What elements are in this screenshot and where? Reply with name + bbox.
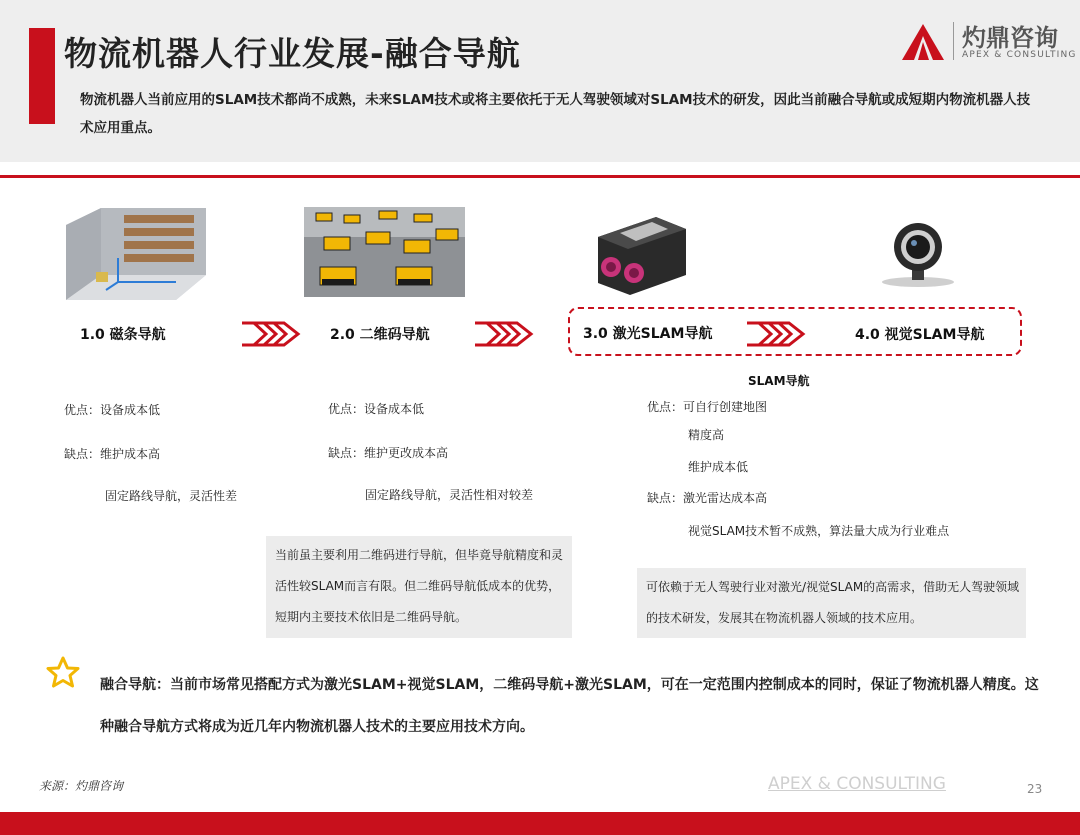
fusion-summary: 融合导航：当前市场常见搭配方式为激光SLAM+视觉SLAM，二维码导航+激光SLAM，可在一定范围内控制成本的同时，保证了物流机器人精度。这种融合导航方式将成为近几年内物流机器人技术的主要应用技术方向。	[100, 677, 1039, 735]
magnetic-warehouse-image	[56, 200, 211, 302]
footer-bar	[0, 812, 1080, 835]
camera-image	[880, 222, 960, 288]
col3-pro-detail-2: 维护成本低	[688, 460, 749, 474]
col3-con-detail: 视觉SLAM技术暂不成熟，算法量大成为行业难点	[688, 524, 950, 538]
footer-brand: APEX & CONSULTING	[768, 774, 946, 794]
source-note: 来源：灼鼎咨询	[39, 779, 124, 793]
col2-pro: 优点：设备成本低	[328, 402, 425, 416]
page-number: 23	[1027, 782, 1043, 796]
col2-con-detail: 固定路线导航，灵活性相对较差	[365, 488, 534, 502]
page-title: 物流机器人行业发展-融合导航	[64, 34, 521, 73]
logo-text: 灼鼎咨询	[962, 24, 1058, 52]
col1-pro: 优点：设备成本低	[64, 403, 161, 417]
header-rule	[0, 175, 1080, 178]
stage-laser-slam: 3.0 激光SLAM导航	[583, 326, 713, 342]
col1-con-detail: 固定路线导航，灵活性差	[105, 489, 238, 503]
col3-pro-detail-1: 精度高	[688, 428, 725, 442]
stage-magnetic: 1.0 磁条导航	[80, 327, 166, 343]
qr-code-robots-image	[304, 207, 465, 297]
slam-group-label: SLAM导航	[748, 374, 810, 388]
col2-con: 缺点：维护更改成本高	[328, 446, 449, 460]
logo-divider	[953, 22, 954, 60]
stage-qr-code: 2.0 二维码导航	[330, 327, 430, 343]
col2-note: 当前虽主要利用二维码进行导航，但毕竟导航精度和灵活性较SLAM而言有限。但二维码导航低成本的优势，短期内主要技术依旧是二维码导航。	[266, 536, 572, 638]
arrow-right-icon	[745, 320, 807, 348]
arrow-right-icon	[240, 320, 302, 348]
page-subtitle: 物流机器人当前应用的SLAM技术都尚不成熟，未来SLAM技术或将主要依托于无人驾驶领域对SLAM技术的研发，因此当前融合导航或成短期内物流机器人技术应用重点。	[80, 92, 1031, 136]
col3-pro: 优点：可自行创建地图	[647, 400, 768, 414]
arrow-right-icon	[473, 320, 535, 348]
title-accent-bar	[29, 28, 55, 124]
star-icon	[46, 656, 80, 689]
laser-radar-image	[596, 215, 688, 297]
col3-note: 可依赖于无人驾驶行业对激光/视觉SLAM的高需求，借助无人驾驶领域的技术研发，发展其在物流机器人领域的技术应用。	[637, 568, 1026, 638]
col3-con: 缺点：激光雷达成本高	[647, 491, 768, 505]
logo-subtext: APEX & CONSULTING	[962, 50, 1077, 60]
col1-con: 缺点：维护成本高	[64, 447, 161, 461]
stage-visual-slam: 4.0 视觉SLAM导航	[855, 327, 985, 343]
logo-mark	[900, 22, 946, 62]
